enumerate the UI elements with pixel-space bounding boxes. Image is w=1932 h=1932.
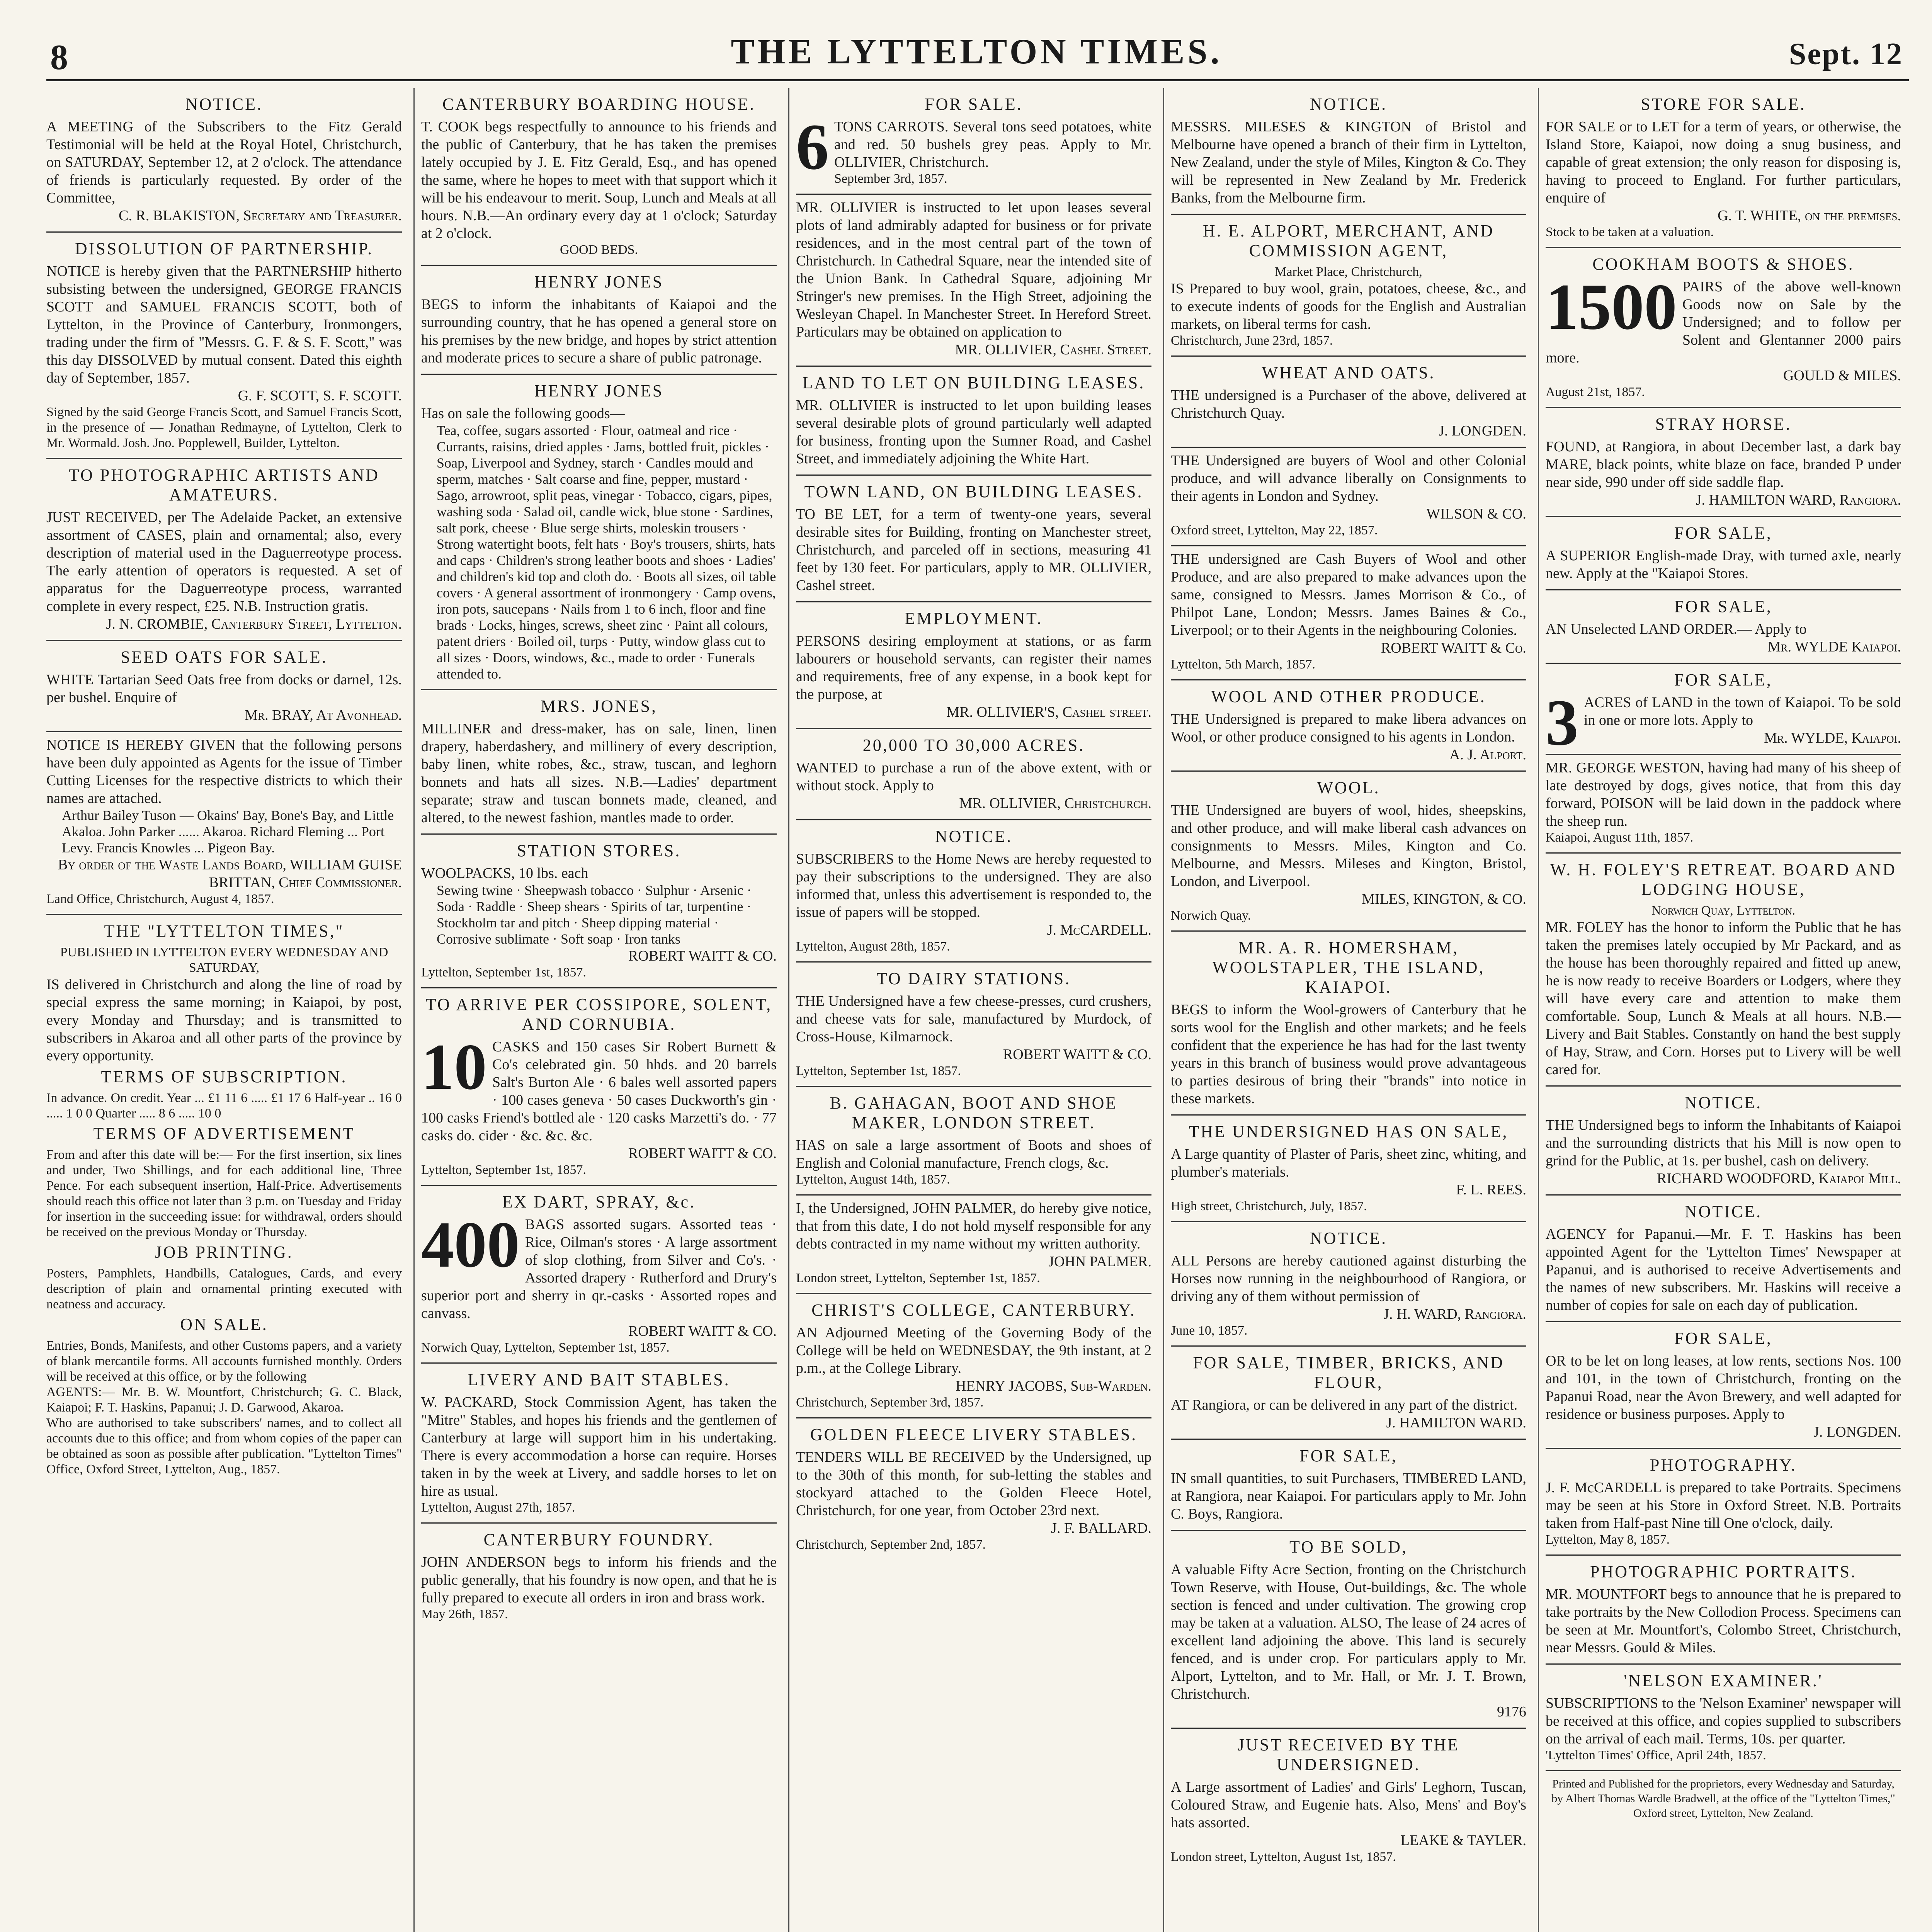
ad-large-number: 3 [1546, 686, 1578, 759]
ad-body: WOOLPACKS, 10 lbs. each [421, 865, 588, 881]
ad-body: JUST RECEIVED, per The Adelaide Packet, an extensive assortment of CASES, plain and ornamental; also, every description of material used in the Daguerreotype process. The early attention of operators is requested. A set of apparatus for the Daguerreotype process, warranted complete in every respect, £25. N.B. Instruction gratis. [46, 509, 402, 614]
column-divider [1163, 88, 1164, 1932]
ad-body: MR. MOUNTFORT begs to announce that he is prepared to take portraits by the New Collodion Process. Specimens can be seen at Mr. Mountfort's, Colombo Street, Christchurch, near Messrs. Gould & Miles. [1546, 1586, 1901, 1656]
ad-footer: May 26th, 1857. [421, 1607, 508, 1621]
column-divider [788, 88, 789, 1932]
ad-title: STRAY HORSE. [1655, 415, 1792, 434]
advertisement [796, 1087, 1151, 1196]
ad-footer: June 10, 1857. [1171, 1323, 1248, 1338]
advertisement [1546, 1449, 1901, 1556]
column-divider [1538, 88, 1539, 1932]
ad-signature: MILES, KINGTON, & CO. [1362, 891, 1526, 907]
ad-title: FOR SALE, [1299, 1446, 1398, 1465]
ad-signature: J. H. WARD, Rangiora. [1383, 1306, 1526, 1322]
ad-title: FOR SALE, [1674, 597, 1772, 616]
ad-signature: By order of the Waste Lands Board, WILLIAM GUISE BRITTAN, Chief Commissioner. [58, 857, 402, 891]
ad-title: LIVERY AND BAIT STABLES. [468, 1370, 730, 1389]
ad-body: MR. GEORGE WESTON, having had many of his sheep of late destroyed by dogs, gives notice, that from this day forward, POISON will be laid down in the paddock where the sheep run. [1546, 760, 1901, 829]
ad-body: THE Undersigned is prepared to make libera advances on Wool, or other produce consigned to his agents in London. [1171, 711, 1526, 745]
ad-body: WHITE Tartarian Seed Oats free from docks or darnel, 12s. per bushel. Enquire of [46, 672, 402, 706]
ad-title: THE UNDERSIGNED HAS ON SALE, [1189, 1122, 1509, 1141]
ad-body: I, the Undersigned, JOHN PALMER, do hereby give notice, that from this date, I do not hold myself responsible for any debts contracted in my name without my written authority. [796, 1200, 1151, 1252]
ad-title: FOR SALE, [1674, 670, 1772, 689]
advertisement [1171, 680, 1526, 772]
advertisement [421, 988, 777, 1186]
ad-footer: Norwich Quay. [1171, 908, 1251, 923]
advertisement [421, 835, 777, 988]
advertisement [796, 729, 1151, 820]
ad-title: H. E. ALPORT, MERCHANT, AND COMMISSION AGENT, [1203, 221, 1494, 260]
ad-signature: J. LONGDEN. [1439, 423, 1526, 439]
ad-body: ACRES of LAND in the town of Kaiapoi. To be sold in one or more lots. Apply to [1584, 694, 1901, 728]
ad-signature: GOULD & MILES. [1783, 367, 1901, 384]
ad-footer: Lyttelton, 5th March, 1857. [1171, 657, 1315, 672]
ad-body: THE undersigned is a Purchaser of the above, delivered at Christchurch Quay. [1171, 387, 1526, 421]
masthead: THE LYTTELTON TIMES. [731, 32, 1223, 71]
advertisement [421, 1524, 777, 1629]
advertisement [796, 88, 1151, 195]
advertisement [796, 1418, 1151, 1560]
ad-title: TO ARRIVE PER COSSIPORE, SOLENT, AND CORNUBIA. [425, 995, 772, 1034]
advertisement [1171, 1531, 1526, 1729]
ad-footer: Lyttelton, August 14th, 1857. [796, 1172, 950, 1187]
ad-footer: Lyttelton, September 1st, 1857. [421, 965, 586, 980]
ad-signature: Mr. BRAY, At Avonhead. [245, 707, 402, 723]
ad-title: PHOTOGRAPHY. [1650, 1456, 1797, 1475]
ad-body: SUBSCRIPTIONS to the 'Nelson Examiner' newspaper will be received at this office, and copies supplied to subscribers on the arrival of each mail. Terms, 10s. per quarter. [1546, 1695, 1901, 1747]
ad-signature: J. LONGDEN. [1813, 1424, 1901, 1440]
ad-signature: Mr. WYLDE Kaiapoi. [1767, 639, 1901, 655]
ad-title: DISSOLUTION OF PARTNERSHIP. [75, 239, 374, 258]
ad-signature: MR. OLLIVIER'S, Cashel street. [946, 704, 1151, 720]
ad-body: BEGS to inform the inhabitants of Kaiapoi and the surrounding country, that he has opened a general store on his premises by the new bridge, and hopes by strict attention and moderate prices to secure a share of public patronage. [421, 296, 777, 366]
ad-title: EMPLOYMENT. [905, 609, 1043, 628]
ad-signature: ROBERT WAITT & CO. [628, 1323, 777, 1339]
issue-date: Sept. 12 [1789, 37, 1903, 71]
ad-title: NOTICE. [1684, 1093, 1762, 1112]
ad-title: WOOL AND OTHER PRODUCE. [1211, 687, 1486, 706]
ad-signature: A. J. Alport. [1449, 747, 1526, 763]
advertisement [1546, 1196, 1901, 1322]
terms-title: TERMS OF SUBSCRIPTION. [101, 1067, 347, 1086]
ad-body: TO BE LET, for a term of twenty-one years, several desirable sites for Building, fronting on Manchester street, Christchurch, and parceled off in sections, measuring 41 feet by 130 feet. For particulars, apply to MR. OLLIVIER, Cashel street. [796, 506, 1151, 594]
advertisement [1171, 1347, 1526, 1440]
ad-body: A MEETING of the Subscribers to the Fitz Gerald Testimonial will be held at the Royal Hotel, Christchurch, on SATURDAY, September 12, at 2 o'clock. The attendance of friends is particularly requested. By order of the Committee, [46, 119, 402, 206]
ad-signature: C. R. BLAKISTON, Secretary and Treasurer. [119, 207, 402, 224]
advertisement [421, 1186, 777, 1364]
page-header [0, 15, 1932, 77]
page-number: 8 [50, 37, 68, 77]
advertisement [1171, 772, 1526, 932]
advertisement [1171, 448, 1526, 546]
ad-body: AT Rangiora, or can be delivered in any part of the district. [1171, 1397, 1518, 1413]
ad-footer: Kaiapoi, August 11th, 1857. [1546, 830, 1694, 845]
ad-signature: ROBERT WAITT & CO. [628, 1145, 777, 1162]
column-5 [1546, 88, 1901, 1821]
advertisement [421, 690, 777, 835]
ad-footer: Christchurch, September 2nd, 1857. [796, 1537, 986, 1552]
ad-title: EX DART, SPRAY, &c. [502, 1192, 696, 1211]
ad-title: FOR SALE, [1674, 1329, 1772, 1348]
ad-body: IN small quantities, to suit Purchasers, TIMBERED LAND, at Rangiora, near Kaiapoi. For particulars apply to Mr. John C. Boys, Rangiora. [1171, 1470, 1526, 1522]
ad-title: HENRY JONES [534, 272, 664, 291]
advertisement [1171, 1222, 1526, 1347]
ad-signature: MR. OLLIVIER, Cashel Street. [955, 342, 1151, 358]
advertisement [421, 88, 777, 266]
ad-body: PAIRS of the above well-known Goods now on Sale by the Undersigned; and to follow per Solent and Glentanner 2000 pairs more. [1546, 279, 1901, 366]
on-sale-title: ON SALE. [180, 1315, 268, 1334]
ad-title: 20,000 TO 30,000 ACRES. [862, 736, 1085, 755]
ad-footer: London street, Lyttelton, August 1st, 1857. [1171, 1850, 1396, 1864]
ad-body: THE Undersigned are buyers of Wool and other Colonial produce, and will advance liberally on Consignments to their agents in London and Sydney. [1171, 452, 1526, 504]
terms-table: In advance. On credit. Year ... £1 11 6 ..... £1 17 6 Half-year .. 16 0 ..... 1 0 0 Quarter ..... 8 6 ..... 10 0 [46, 1091, 402, 1121]
ad-footer: GOOD BEDS. [560, 243, 638, 257]
ad-title: TOWN LAND, ON BUILDING LEASES. [804, 482, 1143, 501]
ad-body: ALL Persons are hereby cautioned against disturbing the Horses now running in the neighbourhood of Rangiora, or driving any of them without permission of [1171, 1253, 1526, 1304]
advertisement [46, 641, 402, 732]
ad-title: NOTICE. [1310, 1229, 1388, 1248]
ad-list: Arthur Bailey Tuson — Okains' Bay, Bone's Bay, and Little Akaloa. John Parker ...... Akaroa. Richard Fleming ... Port Levy. Francis Knowles ... Pigeon Bay. [62, 808, 394, 855]
advertisement [46, 915, 402, 1484]
ad-footer: High street, Christchurch, July, 1857. [1171, 1199, 1367, 1213]
ad-body: AGENCY for Papanui.—Mr. F. T. Haskins has been appointed Agent for the 'Lyttelton Times' Newspaper at Papanui, and is authorised to receive Advertisements and the names of new subscribers. Mr. Haskins will receive a number of copies for sale on each day of publication. [1546, 1226, 1901, 1313]
ad-body: TONS CARROTS. Several tons seed potatoes, white and red. 50 bushels grey peas. Apply to Mr. OLLIVIER, Christchurch. [834, 119, 1151, 170]
ad-title: TO PHOTOGRAPHIC ARTISTS AND AMATEURS. [68, 466, 380, 504]
advertisement [1546, 664, 1901, 759]
ad-body: BEGS to inform the Wool-growers of Canterbury that he sorts wool for the English and other markets; and he feels confident that the experience he has had for the last twenty years in this branch of business would prove advantageous to parties desirous of bring their "brands" into notice in these markets. [1171, 1002, 1526, 1107]
ad-title: NOTICE. [1310, 95, 1388, 114]
ad-footer: Christchurch, June 23rd, 1857. [1171, 333, 1333, 348]
ad-signature: J. N. CROMBIE, Canterbury Street, Lyttelton. [106, 616, 402, 632]
advertisement [796, 820, 1151, 963]
column-2 [421, 88, 777, 1629]
advertisement-terms: From and after this date will be:— For the first insertion, six lines and under, Two Shillings, and for each additional line, Three Pence. For each subsequent insertion, Half-Price. Advertisements should reach this office not later than 3 p.m. on Tuesday and Friday for insertion in the succeeding issue: for withdrawal, orders should be received on the previous Monday or Thursday. [46, 1148, 402, 1239]
ad-title: HENRY JONES [534, 381, 664, 400]
ad-footer: Oxford street, Lyttelton, May 22, 1857. [1171, 523, 1378, 537]
advertisement [1546, 517, 1901, 590]
ad-body: AN Unselected LAND ORDER.— Apply to [1546, 621, 1807, 637]
ad-title: MRS. JONES, [541, 697, 657, 716]
advertisement [1171, 1116, 1526, 1222]
ad-title: TO BE SOLD, [1289, 1537, 1408, 1556]
ad-title: PHOTOGRAPHIC PORTRAITS. [1590, 1562, 1857, 1581]
ad-subtitle: Market Place, Christchurch, [1275, 265, 1422, 279]
ad-title: CANTERBURY BOARDING HOUSE. [442, 95, 756, 114]
ad-signature: J. HAMILTON WARD, Rangiora. [1696, 492, 1901, 508]
ad-footer: Who are authorised to take subscribers' names, and to collect all accounts due to this office; and from whom copies of the paper can be obtained as soon as possible after publication. "Lyttelton Times" Office, Oxford Street, Lyttelton, Aug., 1857. [46, 1416, 402, 1476]
ad-body: A Large quantity of Plaster of Paris, sheet zinc, whiting, and plumber's materials. [1171, 1146, 1526, 1180]
ad-large-number: 400 [421, 1208, 520, 1281]
ad-footer: Lyttelton, August 27th, 1857. [421, 1500, 575, 1515]
ad-list: Sewing twine · Sheepwash tobacco · Sulphur · Arsenic · Soda · Raddle · Sheep shears · Spirits of tar, turpentine · Stockholm tar and pitch · Sheep dipping material · Corrosive sublimate · Soft soap · Iron tanks [437, 883, 752, 947]
ad-signature: ROBERT WAITT & Co. [1381, 640, 1526, 656]
advertisement [1546, 755, 1901, 854]
advertisement [1171, 215, 1526, 357]
ad-title: NOTICE. [1684, 1202, 1762, 1221]
ad-subtitle: Norwich Quay, Lyttelton. [1651, 903, 1796, 918]
advertisement [421, 1364, 777, 1524]
ad-signature: RICHARD WOODFORD, Kaiapoi Mill. [1656, 1170, 1901, 1187]
ad-title: STATION STORES. [517, 841, 681, 860]
ad-large-number: 1500 [1546, 270, 1677, 343]
ad-title: LAND TO LET ON BUILDING LEASES. [802, 373, 1145, 392]
ad-body: BAGS assorted sugars. Assorted teas · Rice, Oilman's stores · A large assortment of slop clothing, from Silver and Co's. · Assorted drapery · Rutherford and Drury's superior port and sherry in qr.-casks · Assorted ropes and canvass. [421, 1216, 777, 1321]
advertisement [421, 375, 777, 690]
ad-body: THE undersigned are Cash Buyers of Wool and other Produce, and are also prepared to make advances upon the same, consigned to Messrs. James Morrison & Co., of Philpot Lane, London; Messrs. James Baines & Co., Liverpool; or to their Agents in the neighbouring Colonies. [1171, 551, 1526, 638]
advertisement [46, 732, 402, 915]
advertisement [1546, 248, 1901, 408]
ad-large-number: 10 [421, 1031, 487, 1103]
goods-list: Tea, coffee, sugars assorted · Flour, oatmeal and rice · Currants, raisins, dried apples · Jams, bottled fruit, pickles · Soap, Liverpool and Sydney, starch · Candles mould and sperm, matches · Salt coarse and fine, pepper, mustard · Sago, arrowroot, split peas, vinegar · Tobacco, cigars, pipes, washing soda · Salad oil, candle wick, blue stone · Sardines, salt pork, cheese · Blue serge shirts, moleskin trousers · Strong watertight boots, felt hats · Boy's trousers, shirts, hats and caps · Children's strong leather boots and shoes · Ladies' and children's kid top and cloth do. · Boots all sizes, oil table covers · A general assortment of ironmongery · Camp ovens, iron pots, saucepans · Nails from 1 to 6 inch, floor and fine brads · Locks, hinges, screws, sheet zinc · Paint all colours, patent driers · Boiled oil, turps · Putty, window glass cut to all sizes · Doors, windows, &c., made to order · Funerals attended to. [437, 423, 776, 682]
ad-body: SUBSCRIBERS to the Home News are hereby requested to pay their subscriptions to the undersigned. They are also informed that, unless this advertisement is responded to, the issue of papers will be stopped. [796, 851, 1151, 920]
ad-title: JUST RECEIVED BY THE UNDERSIGNED. [1237, 1735, 1460, 1774]
advertisement [796, 367, 1151, 476]
ad-body: CASKS and 150 cases Sir Robert Burnett & Co's celebrated gin. 50 hhds. and 20 barrels Salt's Burton Ale · 6 bales well assorted papers · 100 cases geneva · 50 cases Duckworth's gin · 100 casks Friend's bottled ale · 120 casks Marzetti's do. · 77 casks do. cider · &c. &c. &c. [421, 1039, 777, 1144]
ad-body: FOUND, at Rangiora, in about December last, a dark bay MARE, black points, white blaze on face, branded P under near side, 990 under off side saddle flap. [1546, 439, 1901, 490]
advertisement-terms-title: TERMS OF ADVERTISEMENT [93, 1124, 355, 1143]
ad-footer: 'Lyttelton Times' Office, April 24th, 1857. [1546, 1748, 1766, 1762]
advertisement [1171, 88, 1526, 215]
ad-title: THE "LYTTELTON TIMES," [104, 922, 344, 940]
ad-footer: Lyttelton, May 8, 1857. [1546, 1532, 1670, 1547]
ad-signature: J. HAMILTON WARD. [1386, 1415, 1526, 1431]
ad-signature: G. T. WHITE, on the premises. [1718, 207, 1901, 224]
ad-title: FOR SALE, TIMBER, BRICKS, AND FLOUR, [1193, 1353, 1504, 1392]
ad-intro: Has on sale the following goods— [421, 405, 625, 422]
ad-footer: Signed by the said George Francis Scott, and Samuel Francis Scott, in the presence of — Jonathan Redmayne, of Lyttelton, Clerk to Mr. Wormald. Josh. Jno. Popplewell, Builder, Lyttelton. [46, 405, 402, 450]
ad-footer: Lyttelton, September 1st, 1857. [796, 1064, 961, 1078]
ad-body: PERSONS desiring employment at stations, or as farm labourers or household servants, can register their names and requirements, free of any expense, in a book kept for the purpose, at [796, 633, 1151, 702]
ad-signature: 9176 [1497, 1704, 1526, 1720]
advertisement [1546, 88, 1901, 248]
ad-signature: JOHN PALMER. [1048, 1253, 1151, 1270]
ad-body: MR. FOLEY has the honor to inform the Public that he has taken the premises lately occupied by Mr Packard, and as the house has been thoroughly repaired and fitted up anew, he is now ready to receive Boarders or Lodgers, where they will have every care and attention to make them comfortable. Soup, Lunch & Meals at all hours. N.B.—Livery and Bait Stables. Constantly on hand the best supply of Hay, Straw, and Corn. Horses put to Livery will be well cared for. [1546, 919, 1901, 1078]
ad-signature: MR. OLLIVIER, Christchurch. [959, 795, 1151, 811]
ad-title: COOKHAM BOOTS & SHOES. [1592, 255, 1854, 274]
ad-footer: Stock to be taken at a valuation. [1546, 225, 1714, 239]
ad-body: THE Undersigned are buyers of wool, hides, sheepskins, and other produce, and will make liberal cash advances on consignments to Messrs. Miles, Kington and Co. Melbourne, and Messrs. Mileses and Kington, Bristol, London, and Liverpool. [1171, 802, 1526, 889]
ad-title: WHEAT AND OATS. [1262, 363, 1435, 382]
advertisement [796, 1294, 1151, 1418]
ad-body: MESSRS. MILESES & KINGTON of Bristol and Melbourne have opened a branch of their firm in Lyttelton, New Zealand, under the style of Miles, Kington & Co. They will be represented in New Zealand by Mr. Frederick Banks, from the Melbourne firm. [1171, 119, 1526, 206]
job-printing-title: JOB PRINTING. [155, 1243, 293, 1262]
ad-signature: WILSON & CO. [1426, 506, 1526, 522]
ad-title: MR. A. R. HOMERSHAM, WOOLSTAPLER, THE ISLAND, KAIAPOI. [1212, 938, 1485, 997]
ad-body: FOR SALE or to LET for a term of years, or otherwise, the Island Store, Kaiapoi, now doing a snug business, and capable of great extension; the only reason for disposing is, having to proceed to England. For further particulars, enquire of [1546, 119, 1901, 206]
ad-body: A Large assortment of Ladies' and Girls' Leghorn, Tuscan, Coloured Straw, and Eugenie hats. Also, Mens' and Boy's hats assorted. [1171, 1779, 1526, 1831]
column-4 [1171, 88, 1526, 1872]
ad-title: TO DAIRY STATIONS. [876, 969, 1071, 988]
ad-body: OR to be let on long leases, at low rents, sections Nos. 100 and 101, in the town of Christchurch, fronting on the Papanui Road, near the Avon Brewery, and well adapted for residence or business purposes. Apply to [1546, 1353, 1901, 1422]
agents-list: AGENTS:— Mr. B. W. Mountfort, Christchurch; G. C. Black, Kaiapoi; F. T. Haskins, Papanui; J. D. Garwood, Akaroa. [46, 1385, 402, 1415]
ad-signature: F. L. REES. [1456, 1182, 1526, 1198]
ad-body: T. COOK begs respectfully to announce to his friends and the public of Canterbury, that he has taken the premises lately occupied by J. E. Fitz Gerald, Esq., and has opened the same, where he hopes to meet with that support which it will be his endeavour to merit. Soup, Lunch and Meals at all hours. N.B.—An ordinary every day at 1 o'clock; Saturday at 2 o'clock. [421, 119, 777, 242]
advertisement [796, 963, 1151, 1087]
ad-body: JOHN ANDERSON begs to inform his friends and the public generally, that his foundry is now open, and that he is fully prepared to execute all orders in iron and brass work. [421, 1554, 777, 1606]
ad-body: NOTICE is hereby given that the PARTNERSHIP hitherto subsisting between the undersigned, GEORGE FRANCIS SCOTT and SAMUEL FRANCIS SCOTT, both of Lyttelton, in the Province of Canterbury, Ironmongers, trading under the firm of "Messrs. G. F. & S. F. Scott," was this day DISSOLVED by mutual consent. Dated this eighth day of September, 1857. [46, 263, 402, 386]
ad-footer: Norwich Quay, Lyttelton, September 1st, 1857. [421, 1340, 670, 1355]
ad-body: IS Prepared to buy wool, grain, potatoes, cheese, &c., and to execute indents of goods for the English and Australian markets, on liberal terms for cash. [1171, 281, 1526, 332]
ad-title: NOTICE. [185, 95, 263, 114]
ad-signature: J. F. BALLARD. [1051, 1520, 1151, 1536]
advertisement [1546, 1087, 1901, 1196]
ad-body: J. F. McCARDELL is prepared to take Portraits. Specimens may be seen at his Store in Oxford Street. N.B. Portraits taken from Half-past Nine till One o'clock, daily. [1546, 1480, 1901, 1531]
on-sale-body: Entries, Bonds, Manifests, and other Customs papers, and a variety of blank mercantile forms. All accounts furnished monthly. Orders will be received at this office, or by the following [46, 1338, 402, 1384]
advertisement [46, 88, 402, 233]
job-printing-body: Posters, Pamphlets, Handbills, Catalogues, Cards, and every description of plain and ornamental printing executed with neatness and accuracy. [46, 1266, 402, 1311]
ad-body: NOTICE IS HEREBY GIVEN that the following persons have been duly appointed as Agents for the issue of Timber Cutting Licenses for the respective districts to which their names are attached. [46, 737, 402, 806]
ad-signature: LEAKE & TAYLER. [1400, 1832, 1526, 1849]
ad-title: B. GAHAGAN, BOOT AND SHOE MAKER, LONDON STREET. [830, 1094, 1118, 1132]
ad-body: W. PACKARD, Stock Commission Agent, has taken the "Mitre" Stables, and hopes his friends and the gentlemen of Canterbury at large will support him in his undertaking. There is every accommodation a horse can require. Horses taken in by the week at Livery, and saddle horses to let on hire as usual. [421, 1394, 777, 1499]
ad-body: THE Undersigned begs to inform the Inhabitants of Kaiapoi and the surrounding districts that his Mill is now open to grind for the Public, at 1s. per bushel, cash on delivery. [1546, 1117, 1901, 1169]
advertisement [421, 266, 777, 375]
ad-body: TENDERS WILL BE RECEIVED by the Undersigned, up to the 30th of this month, for sub-letting the stables and stockyard attached to the Golden Fleece Hotel, Christchurch, for one year, from October 23rd next. [796, 1449, 1151, 1519]
advertisement [1546, 1556, 1901, 1665]
advertisement [1546, 408, 1901, 517]
ad-title: SEED OATS FOR SALE. [121, 648, 328, 667]
ad-body: HAS on sale a large assortment of Boots and shoes of English and Colonial manufacture, French clogs, &c. [796, 1137, 1151, 1171]
ad-signature: J. McCARDELL. [1047, 922, 1151, 938]
ad-footer: August 21st, 1857. [1546, 385, 1645, 399]
advertisement [1546, 590, 1901, 664]
ad-footer: Lyttelton, August 28th, 1857. [796, 939, 950, 954]
ad-signature: HENRY JACOBS, Sub-Warden. [955, 1378, 1151, 1394]
ad-body: IS delivered in Christchurch and along the line of road by special express the same morning; in Kaiapoi, by post, every Monday and Thursday; and is transmitted to subscribers in Akaroa and all other parts of the province by every opportunity. [46, 976, 402, 1064]
ad-body: A valuable Fifty Acre Section, fronting on the Christchurch Town Reserve, with House, Out-buildings, &c. The whole section is fenced and under cultivation. The growing crop may be taken at a valuation. ALSO, The lease of 24 acres of excellent land adjoining the above. This land is securely fenced, and is under crop. For particulars apply to Mr. Alport, Lyttelton, and to Mr. Hall, or Mr. J. T. Brown, Christchurch. [1171, 1561, 1526, 1702]
advertisement [1546, 1322, 1901, 1449]
advertisement [796, 602, 1151, 729]
advertisement [1546, 854, 1901, 1087]
ad-body: AN Adjourned Meeting of the Governing Body of the College will be held on WEDNESDAY, the 9th instant, at 2 p.m., at the College Library. [796, 1325, 1151, 1376]
ad-footer: Lyttelton, September 1st, 1857. [421, 1163, 586, 1177]
ad-signature: ROBERT WAITT & CO. [1003, 1046, 1151, 1063]
ad-body: A SUPERIOR English-made Dray, with turned axle, nearly new. Apply at the "Kaiapoi Stores. [1546, 548, 1901, 582]
ad-title: NOTICE. [935, 827, 1013, 846]
column-3 [796, 88, 1151, 1560]
ad-body: WANTED to purchase a run of the above extent, with or without stock. Apply to [796, 760, 1151, 794]
ad-body: MR. OLLIVIER is instructed to let upon building leases several desirable plots of ground particularly well adapted for business, fronting upon the Sumner Road, and Cashel Street, and immediately adjoining the White Hart. [796, 397, 1151, 467]
column-divider [413, 88, 415, 1932]
ad-footer: London street, Lyttelton, September 1st, 1857. [796, 1271, 1040, 1285]
ad-footer: Christchurch, September 3rd, 1857. [796, 1395, 984, 1410]
advertisement [1171, 932, 1526, 1116]
ad-large-number: 6 [796, 111, 829, 183]
ad-title: 'NELSON EXAMINER.' [1624, 1671, 1823, 1690]
ad-title: FOR SALE. [925, 95, 1023, 114]
ad-signature: ROBERT WAITT & CO. [628, 948, 777, 964]
advertisement [796, 195, 1151, 367]
ad-title: CANTERBURY FOUNDRY. [483, 1530, 714, 1549]
ad-title: W. H. FOLEY'S RETREAT. BOARD AND LODGING HOUSE, [1550, 860, 1897, 899]
ad-title: CHRIST'S COLLEGE, CANTERBURY. [811, 1301, 1136, 1320]
ad-signature: Mr. WYLDE, Kaiapoi. [1764, 730, 1901, 746]
ad-body: THE Undersigned have a few cheese-presses, curd crushers, and cheese vats for sale, manufactured by Murdock, of Cross-House, Kilmarnock. [796, 993, 1151, 1045]
advertisement [46, 459, 402, 641]
advertisement [1171, 1440, 1526, 1531]
ad-subtitle: PUBLISHED IN LYTTELTON EVERY WEDNESDAY AND SATURDAY, [60, 945, 388, 975]
ad-body: MILLINER and dress-maker, has on sale, linen, linen drapery, haberdashery, and millinery of every description, baby linen, white robes, &c., straw, tuscan, and leghorn bonnets and hats all sizes. N.B.—Ladies' department separate; straw and tuscan bonnets made, cleaned, and altered, to the newest fashion, mantles made to order. [421, 721, 777, 826]
advertisement [46, 233, 402, 459]
ad-title: GOLDEN FLEECE LIVERY STABLES. [810, 1425, 1138, 1444]
ad-footer: September 3rd, 1857. [834, 172, 947, 186]
header-rule [46, 79, 1909, 81]
advertisement [796, 476, 1151, 602]
advertisement [1171, 1729, 1526, 1872]
printer-imprint: Printed and Published for the proprietors, every Wednesday and Saturday, by Albert Thomas Wardle Bradwell, at the office of the "Lyttelton Times," Oxford street, Lyttelton, New Zealand. [1551, 1777, 1895, 1820]
ad-title: FOR SALE, [1674, 524, 1772, 543]
column-1 [46, 88, 402, 1484]
ad-title: STORE FOR SALE. [1641, 95, 1806, 114]
ad-body: MR. OLLIVIER is instructed to let upon leases several plots of land admirably adapted for business or for private residences, and in the most central part of the town of Christchurch. In Cathedral Square, near the intended site of the Union Bank. In Cathedral Square, adjoining Mr Stringer's new premises. In the High Street, adjoining the Wesleyan Chapel. In Manchester Street. In Hereford Street. Particulars may be obtained on application to [796, 199, 1151, 340]
ad-title: WOOL. [1317, 778, 1380, 797]
advertisement [1171, 357, 1526, 448]
advertisement [796, 1196, 1151, 1294]
ad-footer: Land Office, Christchurch, August 4, 1857. [46, 892, 274, 906]
ad-signature: G. F. SCOTT, S. F. SCOTT. [238, 388, 402, 404]
advertisement [1546, 1665, 1901, 1771]
advertisement [1171, 546, 1526, 680]
